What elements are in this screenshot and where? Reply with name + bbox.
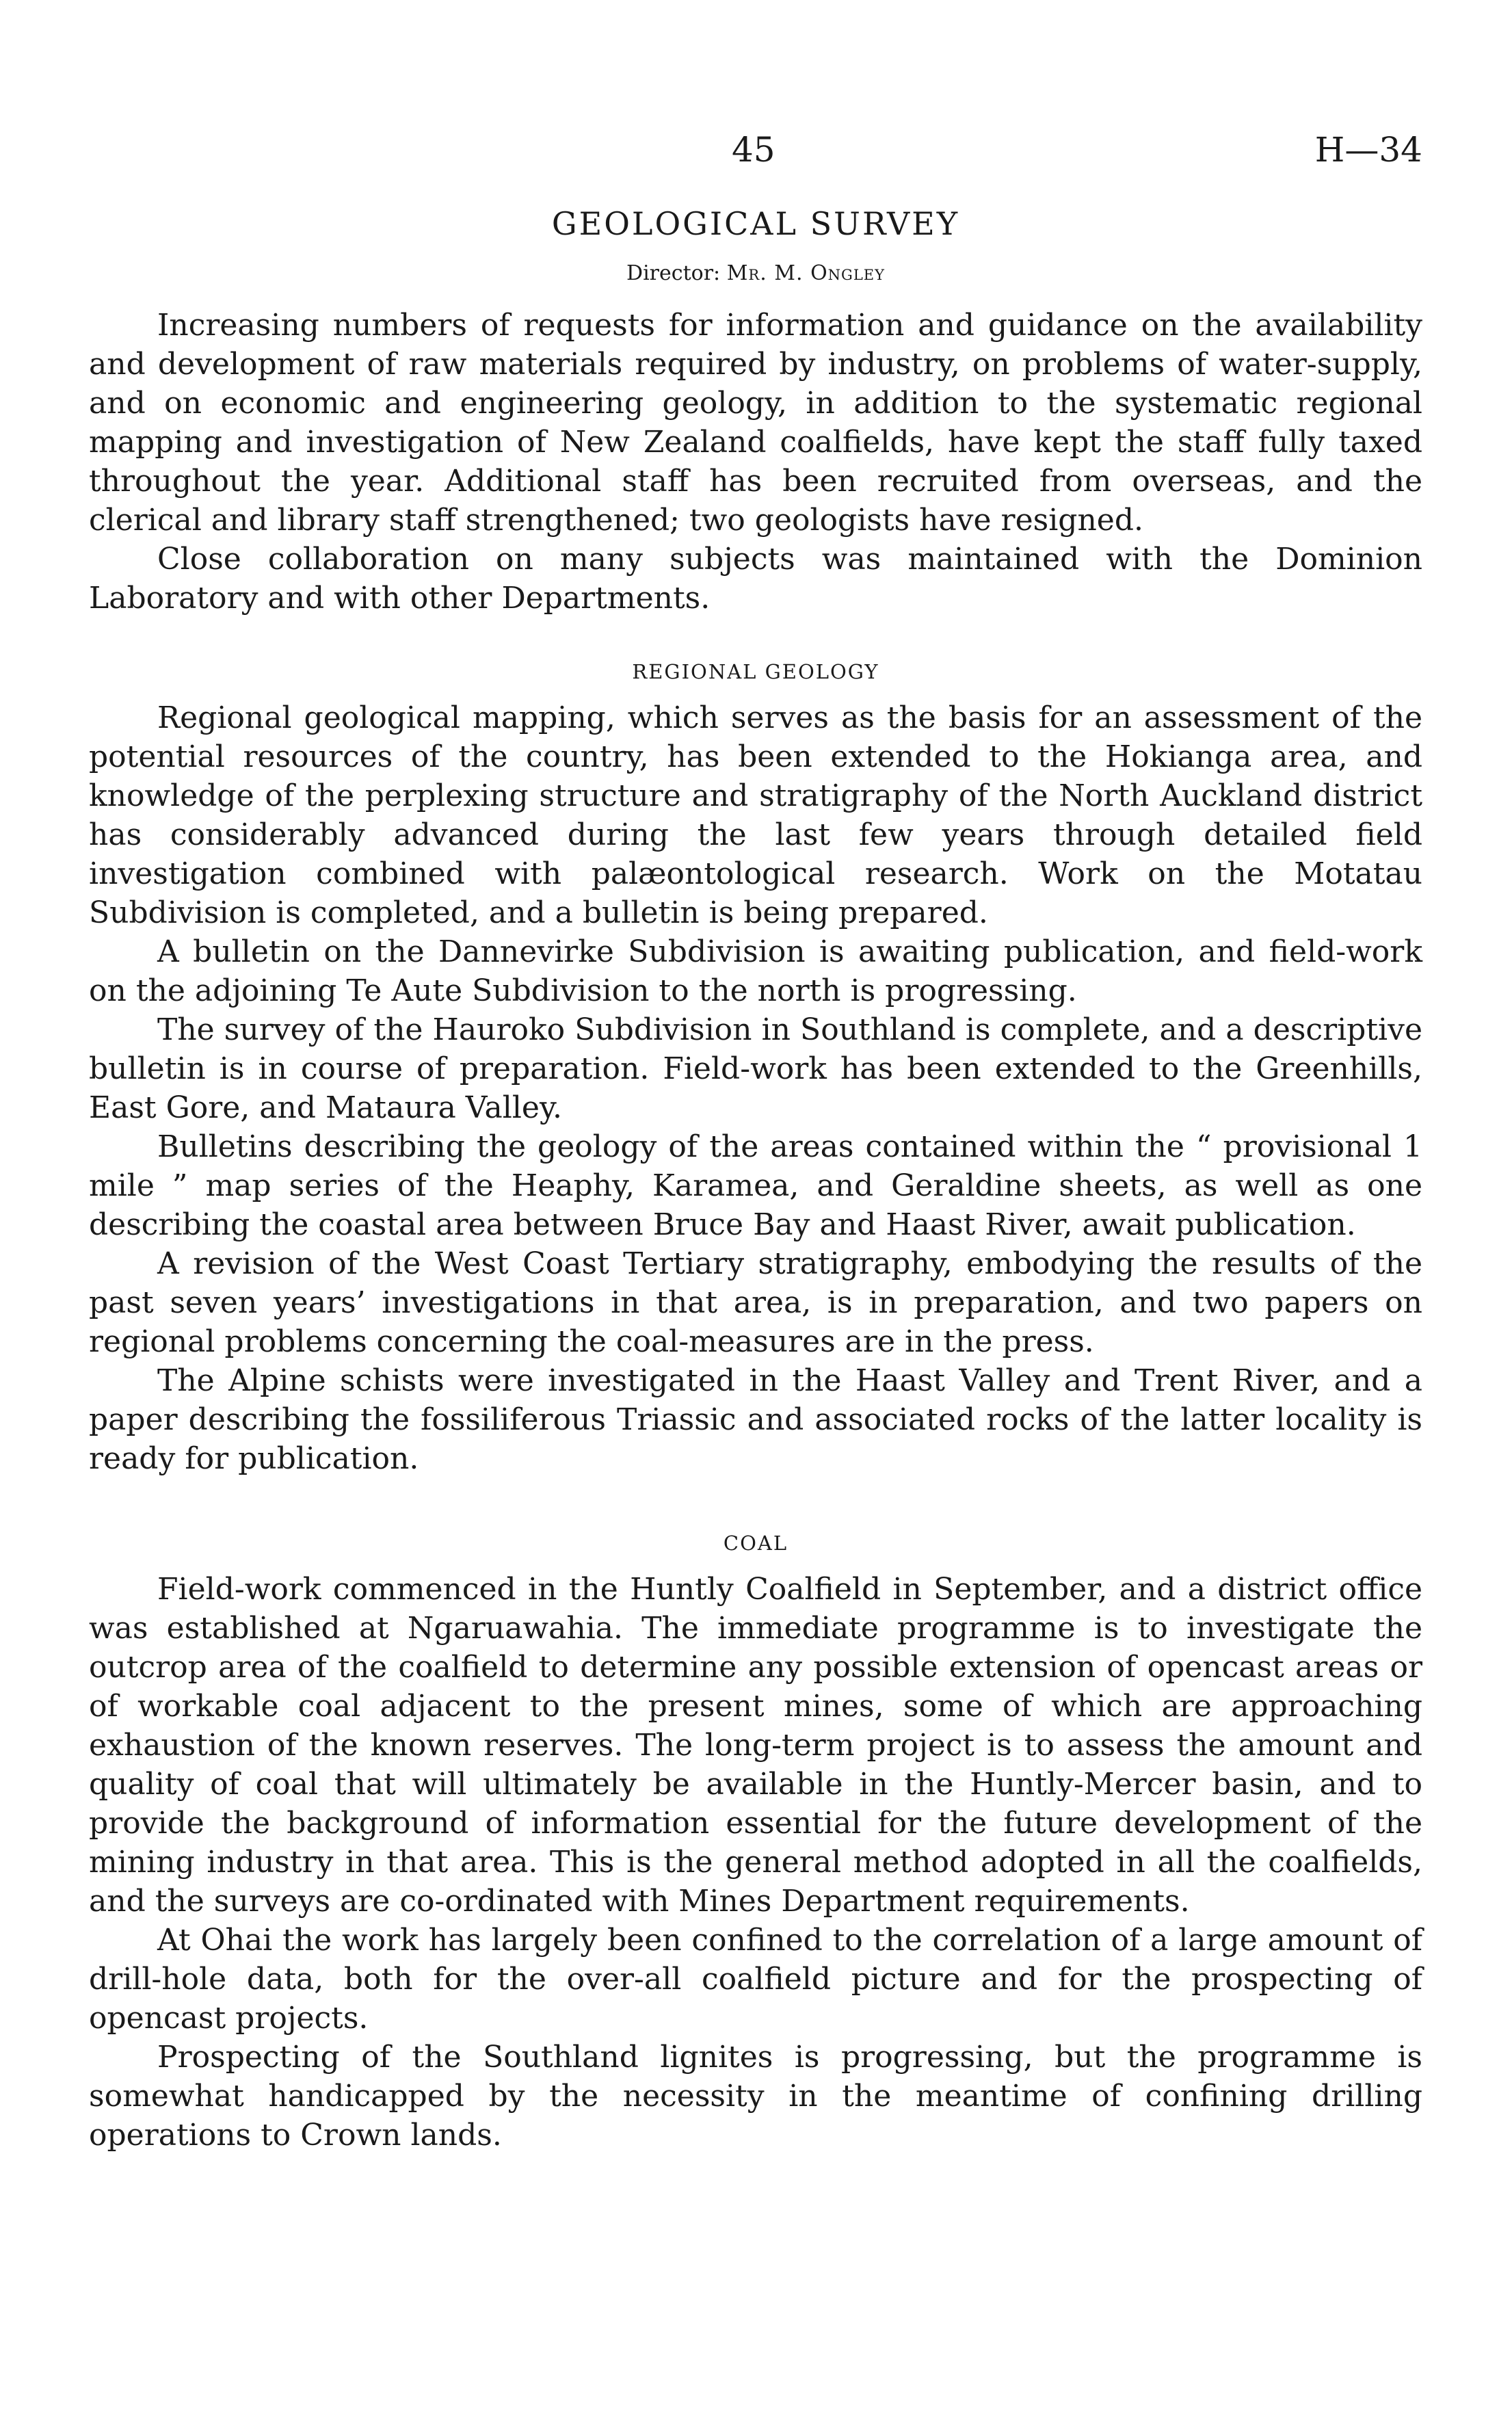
section-heading-coal: COAL	[723, 1532, 788, 1555]
page-title: GEOLOGICAL SURVEY	[551, 205, 960, 242]
regional-geology-paragraph: Bulletins describing the geology of the areas contained within the “ provisional 1 mile ” map series of the Heaphy, Karamea, and Geraldine sheets, as well as one describing the coastal area between Bruce Bay and Haast River, await publication.	[89, 1129, 1422, 1242]
regional-geology-paragraph: A bulletin on the Dannevirke Subdivision is awaiting publication, and field-work on the adjoining Te Aute Subdivision to the north is progressing.	[89, 934, 1422, 1008]
regional-geology-paragraph: Regional geological mapping, which serves as the basis for an assessment of the potential resources of the country, has been extended to the Hokianga area, and knowledge of the perplexing structure and stratigraphy of the North Auckland district has considerably advanced during the last few years through detailed field investigation combined with palæontological research. Work on the Motatau Subdivision is completed, and a bulletin is being prepared.	[89, 700, 1422, 930]
document-reference: H—34	[1314, 130, 1422, 170]
coal-paragraph: Prospecting of the Southland lignites is progressing, but the programme is somewhat handicapped by the necessity in the meantime of confining drilling operations to Crown lands.	[89, 2040, 1422, 2153]
running-header	[89, 130, 1422, 185]
coal-paragraph: At Ohai the work has largely been confined to the correlation of a large amount of drill-hole data, both for the over-all coalfield picture and for the prospecting of opencast projects.	[89, 1923, 1422, 2036]
intro-paragraph: Close collaboration on many subjects was maintained with the Dominion Laboratory and with other Departments.	[89, 542, 1422, 616]
director-name: Mr. M. Ongley	[726, 261, 885, 285]
document-page	[89, 130, 1422, 2155]
coal-paragraph: Field-work commenced in the Huntly Coalfield in September, and a district office was established at Ngaruawahia. The immediate programme is to investigate the outcrop area of the coalfield to determine any possible extension of opencast areas or of workable coal adjacent to the present mines, some of which are approaching exhaustion of the known reserves. The long-term project is to assess the amount and quality of coal that will ultimately be available in the Huntly-Mercer basin, and to provide the background of information essential for the future development of the mining industry in that area. This is the general method adopted in all the coalfields, and the surveys are co-ordinated with Mines Department requirements.	[89, 1572, 1422, 1919]
director-label: Director:	[626, 261, 721, 285]
intro-paragraph: Increasing numbers of requests for information and guidance on the availability and development of raw materials required by industry, on problems of water-supply, and on economic and engineering geology, in addition to the systematic regional mapping and investigation of New Zealand coalfields, have kept the staff fully taxed throughout the year. Additional staff has been recruited from overseas, and the clerical and library staff strengthened; two geologists have resigned.	[89, 308, 1422, 538]
regional-geology-paragraph: A revision of the West Coast Tertiary stratigraphy, embodying the results of the past seven years’ investigations in that area, is in preparation, and two papers on regional problems concerning the coal-measures are in the press.	[89, 1246, 1422, 1359]
page-number: 45	[732, 130, 775, 170]
regional-geology-paragraph: The Alpine schists were investigated in the Haast Valley and Trent River, and a paper describing the fossiliferous Triassic and associated rocks of the latter locality is ready for publication.	[89, 1363, 1422, 1476]
director-line	[89, 261, 1422, 285]
regional-geology-paragraph: The survey of the Hauroko Subdivision in Southland is complete, and a descriptive bulletin is in course of preparation. Field-work has been extended to the Greenhills, East Gore, and Mataura Valley.	[89, 1012, 1422, 1125]
section-heading-regional-geology: REGIONAL GEOLOGY	[632, 660, 879, 683]
